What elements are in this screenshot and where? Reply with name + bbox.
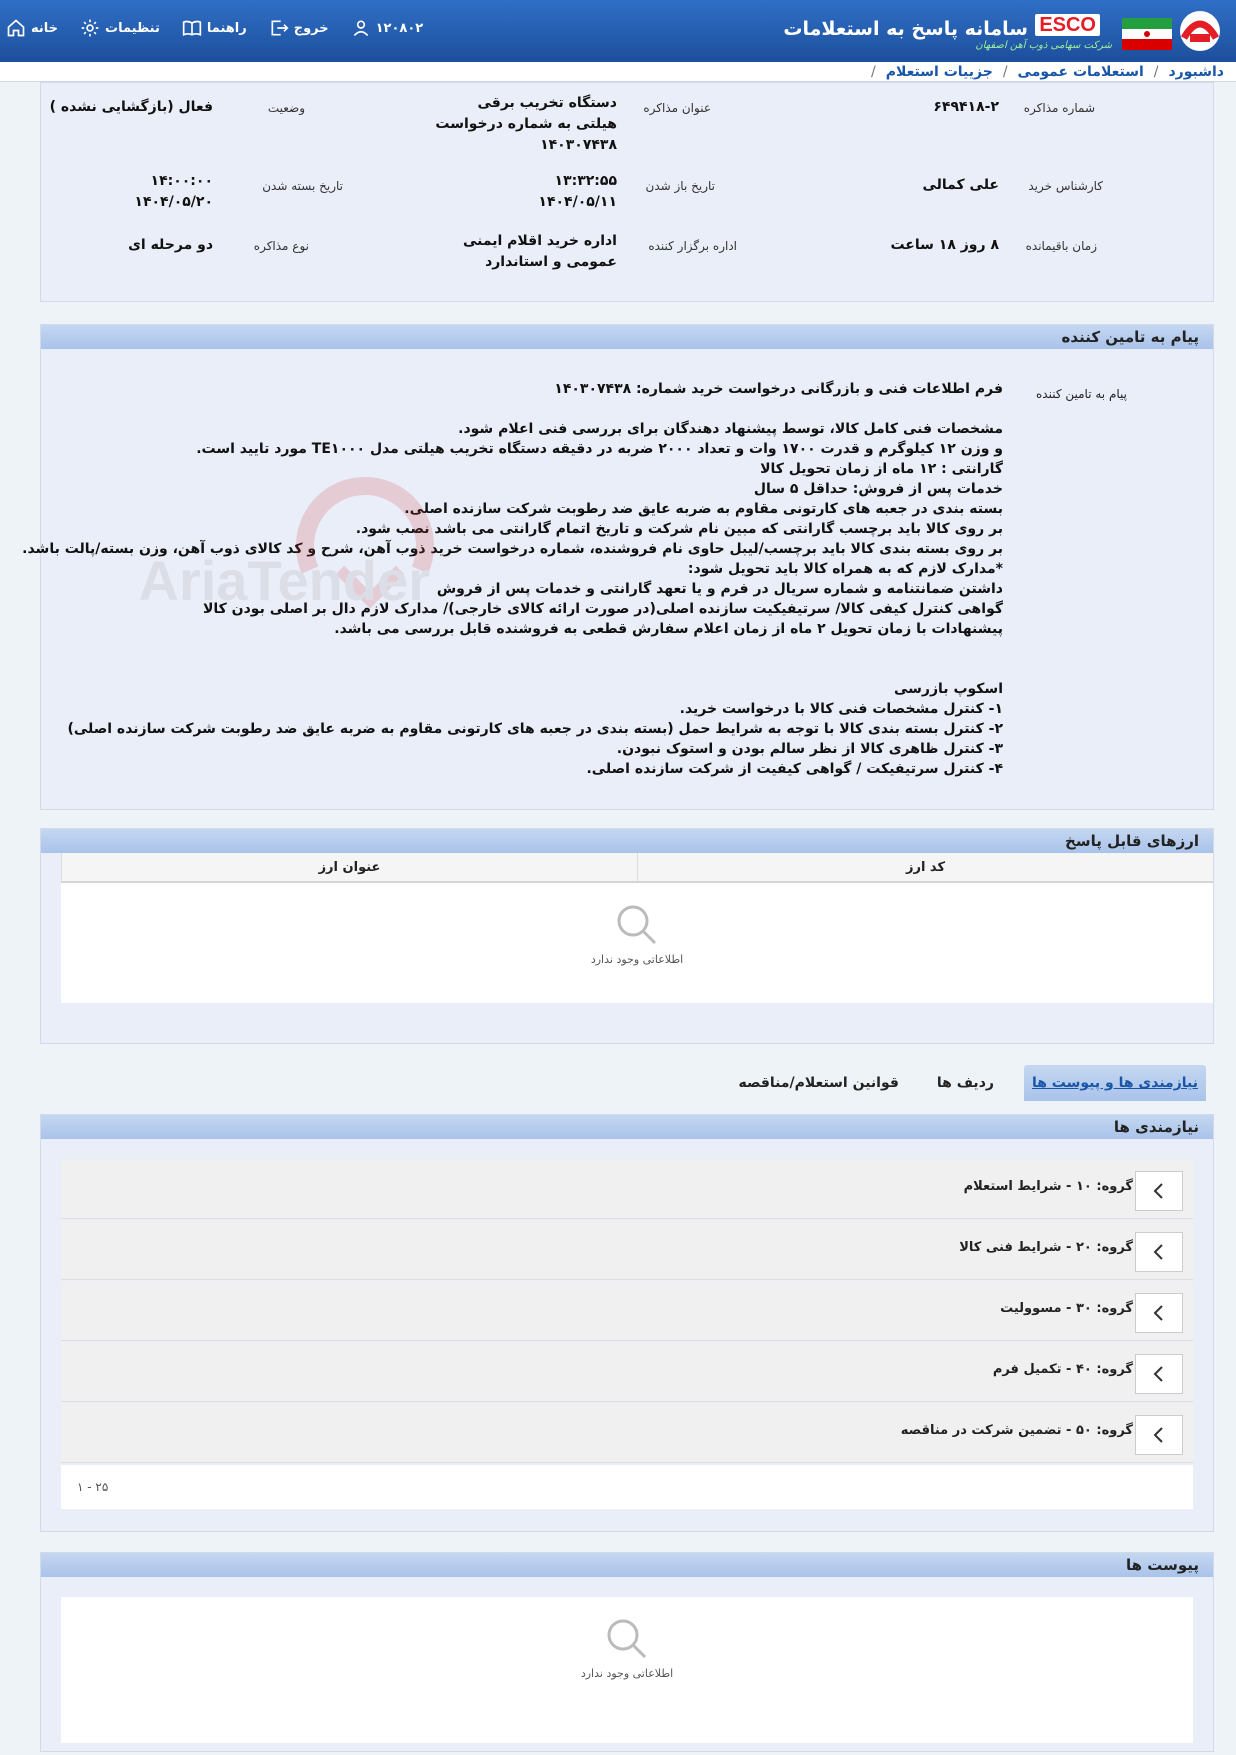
close-date: [93, 171, 213, 213]
negotiation-no: ۶۴۹۴۱۸-۲: [933, 99, 999, 115]
requirement-group-label: گروه: ۱۰ - شرایط استعلام: [963, 1179, 1133, 1194]
watermark-logo-icon: [138, 500, 580, 644]
buyer-value: علی کمالی: [922, 177, 999, 193]
tab-rows[interactable]: ردیف ها: [936, 1075, 994, 1091]
app-title: سامانه پاسخ به استعلامات: [783, 18, 1028, 40]
breadcrumb-inquiry-details[interactable]: جزییات استعلام: [885, 63, 993, 80]
nav-home-label: خانه: [31, 20, 59, 36]
type-label: نوع مذاکره: [253, 239, 309, 253]
organizer-label: اداره برگزار کننده: [648, 239, 737, 253]
nav-settings-label: تنظیمات: [105, 20, 160, 36]
currencies-empty-text: اطلاعاتی وجود ندارد: [590, 953, 684, 966]
nav-logout[interactable]: [269, 18, 329, 38]
open-date-value: ۱۴۰۴/۰۵/۱۱: [538, 194, 617, 210]
chevron-left-icon[interactable]: [1135, 1171, 1183, 1211]
top-bar: [0, 0, 1236, 62]
currencies-empty-state: [61, 903, 1213, 966]
breadcrumb-separator: /: [1153, 63, 1159, 80]
title-line-3: ۱۴۰۳۰۷۴۳۸: [540, 137, 617, 153]
currencies-table-header: [61, 853, 1213, 883]
type-value: دو مرحله ای: [128, 237, 213, 253]
organizer-line-2: عمومی و استاندارد: [485, 254, 617, 270]
status-label: وضعیت: [267, 101, 305, 115]
close-time: ۱۴:۰۰:۰۰: [150, 173, 213, 189]
requirements-panel: [40, 1114, 1214, 1532]
nav-guide-label: راهنما: [206, 20, 247, 36]
open-date: [497, 171, 617, 213]
status-value: فعال (بازگشایی نشده ): [49, 99, 213, 115]
remaining-label: زمان باقیمانده: [1025, 239, 1097, 253]
chevron-left-icon[interactable]: [1135, 1232, 1183, 1272]
search-icon: [615, 903, 659, 947]
buyer-label: کارشناس خرید: [1028, 179, 1103, 193]
book-icon: [182, 18, 202, 38]
requirement-group-label: گروه: ۴۰ - تکمیل فرم: [992, 1362, 1133, 1377]
tab-requirements[interactable]: نیازمندی ها و پیوست ها: [1024, 1065, 1206, 1101]
negotiation-title: [397, 93, 617, 156]
breadcrumb-public-inquiries[interactable]: استعلامات عمومی: [1017, 63, 1144, 80]
requirement-group[interactable]: [61, 1342, 1193, 1402]
user-id: ۱۲۰۸۰۲: [375, 20, 424, 36]
currencies-title: ارزهای قابل پاسخ: [41, 829, 1213, 853]
attachments-list: [61, 1597, 1193, 1743]
currencies-table: [61, 853, 1213, 1003]
currencies-panel: [40, 828, 1214, 1044]
negotiation-no-label: شماره مذاکره: [1023, 101, 1095, 115]
requirement-group[interactable]: [61, 1220, 1193, 1280]
breadcrumb-separator: /: [871, 63, 876, 80]
close-date-value: ۱۴۰۴/۰۵/۲۰: [134, 194, 213, 210]
open-date-label: تاریخ باز شدن: [645, 179, 715, 193]
nav-logout-label: خروج: [293, 20, 329, 36]
user-icon: [351, 18, 371, 38]
requirement-group[interactable]: [61, 1281, 1193, 1341]
organizer-line-1: اداره خرید اقلام ایمنی: [462, 233, 617, 249]
supplier-message-label: پیام به تامین کننده: [1036, 387, 1127, 401]
title-label: عنوان مذاکره: [643, 101, 711, 115]
open-time: ۱۳:۳۲:۵۵: [554, 173, 617, 189]
organizer: [417, 231, 617, 273]
requirements-pager: [61, 1465, 1193, 1509]
chevron-left-icon[interactable]: [1135, 1415, 1183, 1455]
supplier-message-text: فرم اطلاعات فنی و بازرگانی درخواست خرید شماره: ۱۴۰۳۰۷۴۳۸ مشخصات فنی کامل کالا، توسط پیشنهاد دهندگان برای بررسی فنی اعلام شود. و وزن ۱۲ کیلوگرم و قدرت ۱۷۰۰ وات و تعداد ۲۰۰۰ ضربه در دقیقه دستگاه تخریب هیلتی مدل TE۱۰۰۰ مورد تایید است. گارانتی : ۱۲ ماه از زمان تحویل کالا خدمات پس از فروش: حداقل ۵ سال بسته بندی در جعبه های کارتونی مقاوم به ضربه عایق ضد رطوبت شرکت سازنده اصلی. بر روی کالا باید برچسب گارانتی که مبین نام شرکت و تاریخ اتمام گارانتی می باشد نصب شود. بر روی بسته بندی کالا باید برچسب/لیبل حاوی نام فروشنده، شماره درخواست خرید ذوب آهن، شرح و کد کالای ذوب آهن، وزن بسته/پالت باشد. *مدارک لازم که به همراه کالا باید تحویل شود: داشتن ضمانتنامه و شماره سریال در فرم و یا تعهد گارانتی و خدمات پس از فروش گواهی کنترل کیفی کالا/ سرتیفیکیت سازنده اصلی(در صورت ارائه کالای خارجی)/ مدارک لازم دال بر اصلی بودن کالا پیشنهادات با زمان تحویل ۲ ماه از زمان اعلام سفارش قطعی به فروشنده قابل بررسی می باشد. اسکوپ بازرسی ۱- کنترل مشخصات فنی کالا با درخواست خرید. ۲- کنترل بسته بندی کالا با توجه به شرایط حمل (بسته بندی در جعبه های کارتونی مقاوم به ضربه عایق ضد رطوبت شرکت سازنده اصلی) ۳- کنترل ظاهری کالا از نظر سالم بودن و استوک نبودن. ۴- کنترل سرتیفیکت / گواهی کیفیت از شرکت سازنده اصلی.: [22, 381, 1003, 777]
chevron-left-icon[interactable]: [1135, 1354, 1183, 1394]
nav-settings[interactable]: [80, 18, 160, 38]
logout-icon: [269, 18, 289, 38]
requirement-group-label: گروه: ۵۰ - تضمین شرکت در مناقصه: [900, 1423, 1133, 1438]
attachments-panel: [40, 1552, 1214, 1752]
title-line-1: دستگاه تخریب برقی: [477, 95, 617, 111]
gear-icon: [80, 18, 100, 38]
requirement-group-label: گروه: ۳۰ - مسوولیت: [1000, 1301, 1133, 1316]
requirement-group[interactable]: [61, 1403, 1193, 1463]
close-date-label: تاریخ بسته شدن: [262, 179, 343, 193]
brand-name: ESCO: [1035, 14, 1100, 36]
pager-range: ۱ - ۲۵: [77, 1480, 109, 1494]
requirements-title: نیازمندی ها: [41, 1115, 1213, 1139]
chevron-left-icon[interactable]: [1135, 1293, 1183, 1333]
top-nav: [6, 18, 423, 38]
supplier-message-title: پیام به تامین کننده: [41, 325, 1213, 349]
nav-user[interactable]: [351, 18, 424, 38]
nav-guide[interactable]: [182, 18, 247, 38]
attachments-empty-text: اطلاعاتی وجود ندارد: [580, 1667, 674, 1680]
watermark-text: AriaTender: [138, 549, 430, 612]
tab-bar: [730, 1065, 1206, 1101]
search-icon: [605, 1617, 649, 1661]
requirement-group-label: گروه: ۲۰ - شرایط فنی کالا: [959, 1240, 1133, 1255]
col-currency-code[interactable]: کد ارز: [637, 853, 1213, 881]
inquiry-details-panel: [40, 82, 1214, 302]
remaining-value: ۸ روز ۱۸ ساعت: [890, 237, 999, 253]
title-line-2: هیلتی به شماره درخواست: [435, 116, 617, 132]
attachments-title: پیوست ها: [41, 1553, 1213, 1577]
esco-logo-icon: [1172, 8, 1228, 54]
requirement-group[interactable]: [61, 1159, 1193, 1219]
brand-subtitle: شرکت سهامی ذوب آهن اصفهان: [975, 40, 1112, 51]
home-icon: [6, 18, 26, 38]
tab-rules[interactable]: قوانین استعلام/مناقصه: [738, 1075, 899, 1091]
iran-flag-icon: [1122, 18, 1172, 50]
nav-home[interactable]: [6, 18, 58, 38]
col-currency-title[interactable]: عنوان ارز: [61, 853, 637, 881]
breadcrumb-separator: /: [1002, 63, 1008, 80]
attachments-empty-state: [61, 1617, 1193, 1680]
breadcrumb-dashboard[interactable]: داشبورد: [1168, 63, 1224, 80]
breadcrumb: [0, 62, 1236, 82]
